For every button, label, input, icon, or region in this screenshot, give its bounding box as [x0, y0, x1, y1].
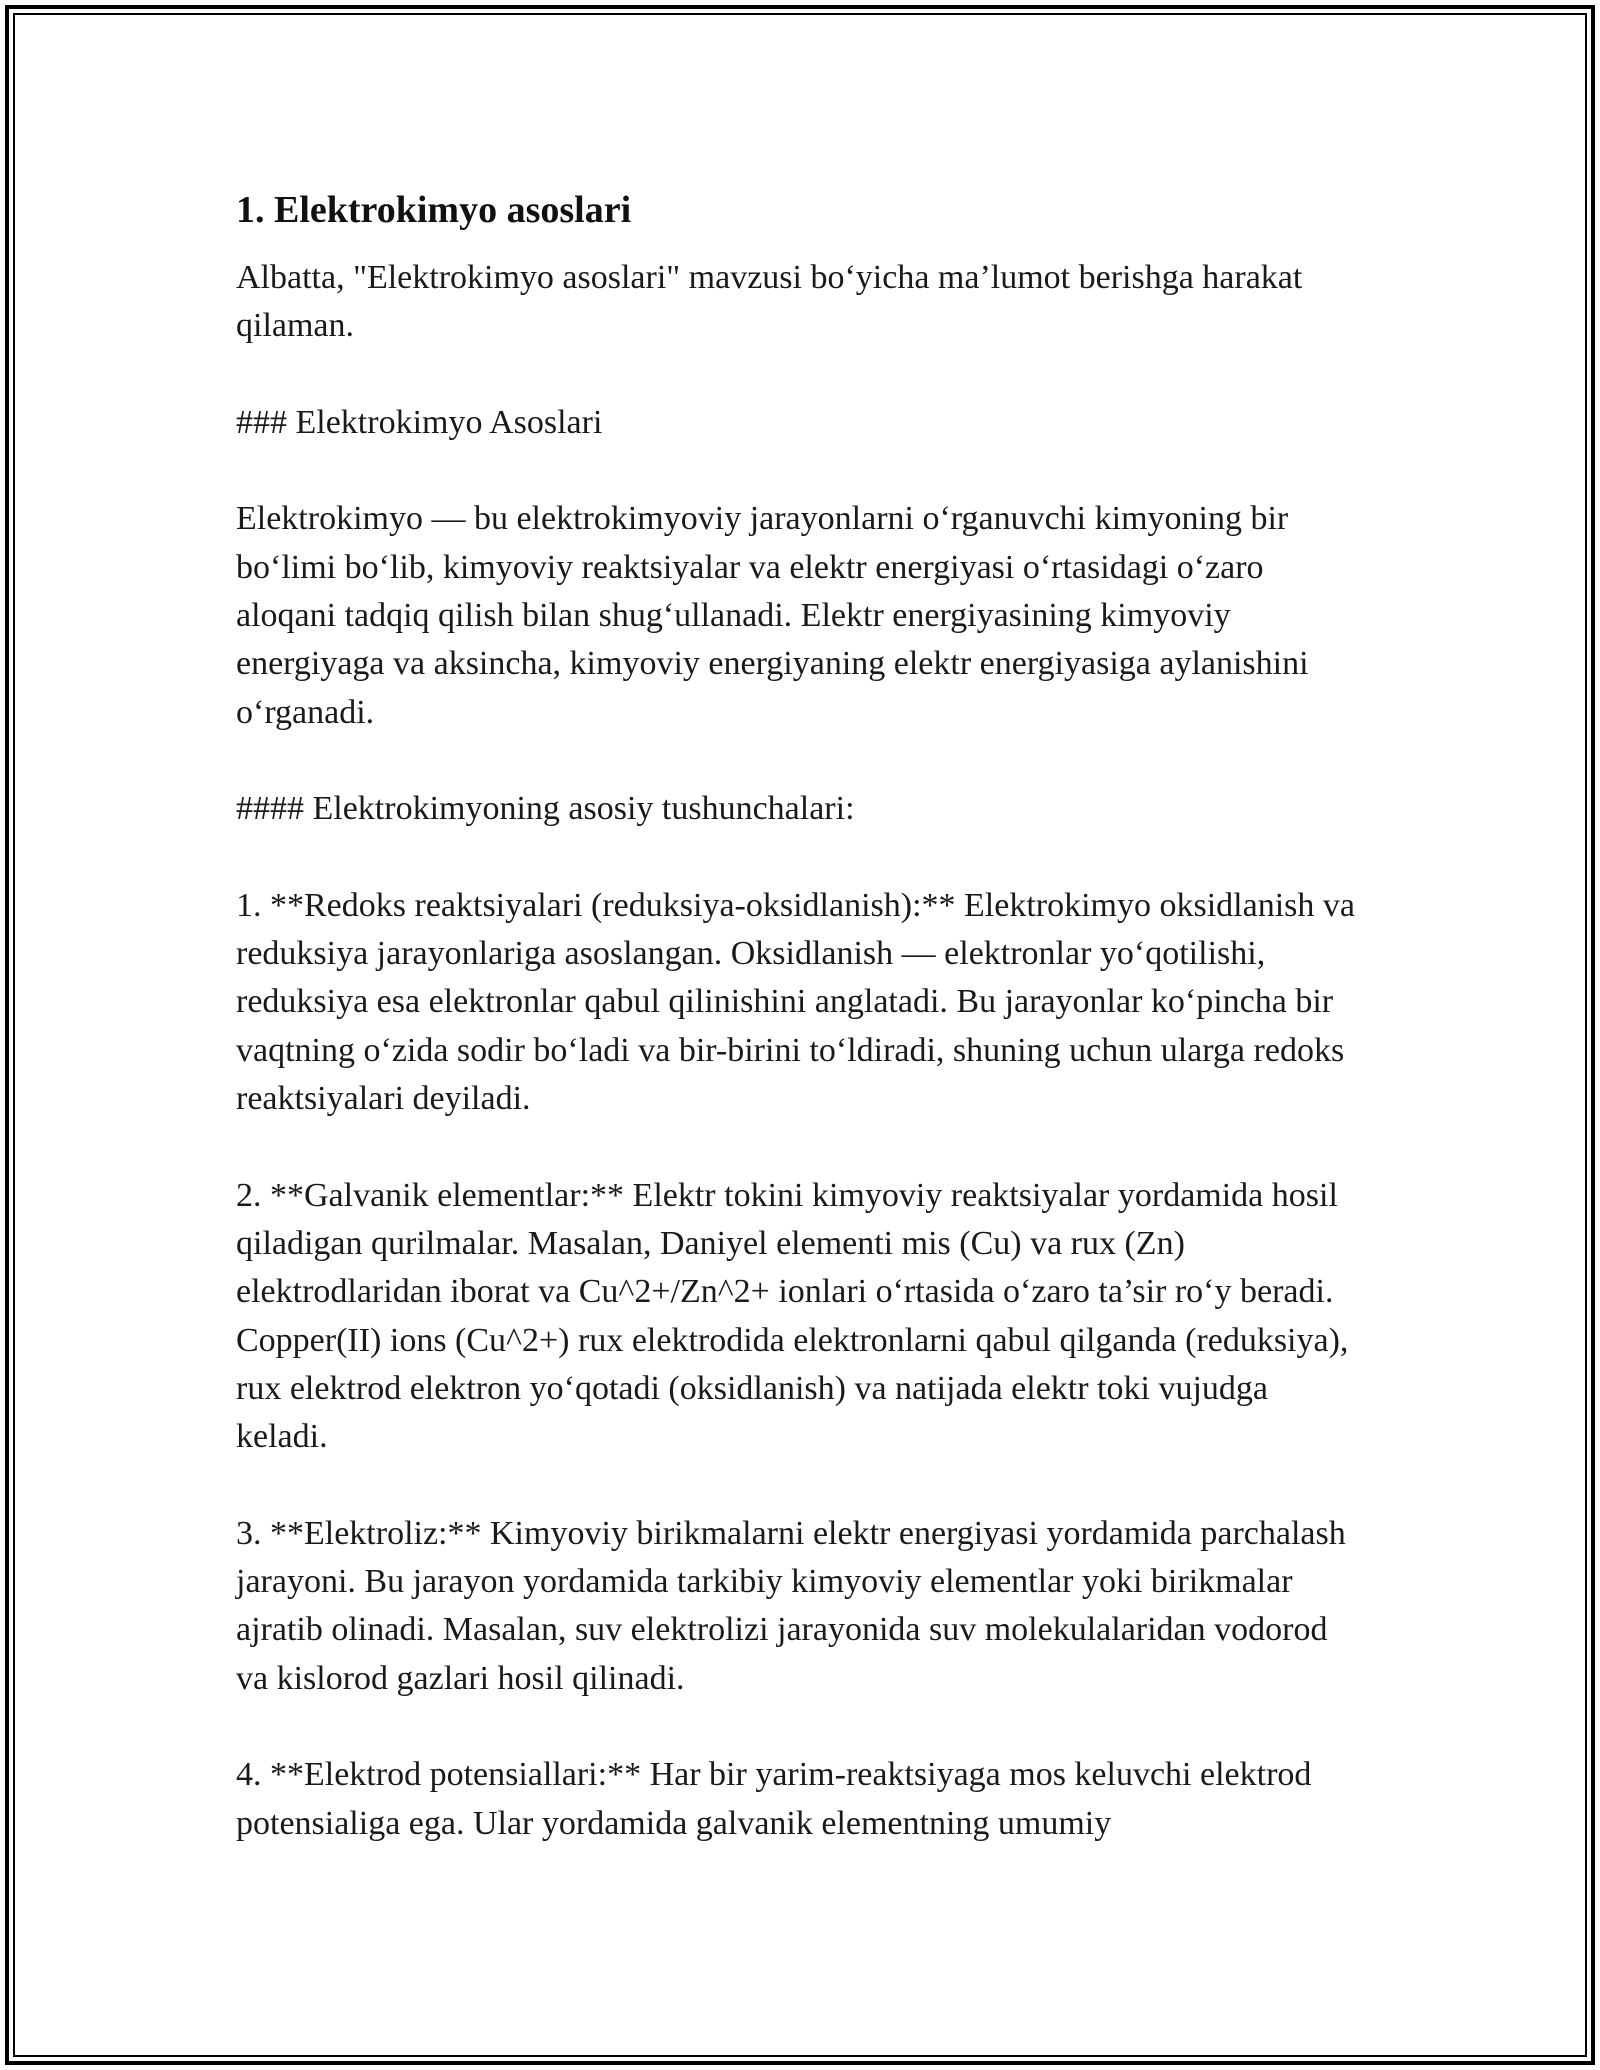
list-item-galvanik: 2. **Galvanik elementlar:** Elektr tokini kimyoviy reaktsiyalar yordamida hosil qiladigan qurilmalar. Masalan, Daniyel elementi mis (Cu) va rux (Zn) elektrodlaridan iborat va Cu^2+/Zn^2+ ionlari o‘rtasida o‘zaro ta’sir ro‘y beradi. Copper(II) ions (Cu^2+) rux elektrodida elektronlarni qabul qilganda (reduksiya), rux elektrod elektron yo‘qotadi (oksidlanish) va natijada elektr toki vujudga keladi.: [236, 1176, 1349, 1456]
list-item-elektroliz: 3. **Elektroliz:** Kimyoviy birikmalarni elektr energiyasi yordamida parchalash jarayoni. Bu jarayon yordamida tarkibiy kimyoviy elementlar yoki birikmalar ajratib olinadi. Masalan, suv elektrolizi jarayonida suv molekulalaridan vodorod va kislorod gazlari hosil qilinadi.: [236, 1514, 1346, 1697]
section-heading-paragraph: ### Elektrokimyo Asoslari: [236, 403, 603, 441]
intro-paragraph: Albatta, "Elektrokimyo asoslari" mavzusi bo‘yicha ma’lumot berishga harakat qilaman.: [236, 259, 1303, 345]
document-title: 1. Elektrokimyo asoslari: [236, 189, 632, 231]
list-item-potensiallar: 4. **Elektrod potensiallari:** Har bir yarim-reaktsiyaga mos keluvchi elektrod potensialiga ega. Ular yordamida galvanik elementning umumiy: [236, 1756, 1312, 1842]
document-body: [236, 186, 1366, 1848]
definition-paragraph: Elektrokimyo — bu elektrokimyoviy jarayonlarni o‘rganuvchi kimyoning bir bo‘limi bo‘lib, kimyoviy reaktsiyalar va elektr energiyasi o‘rtasidagi o‘zaro aloqani tadqiq qilish bilan shug‘ullanadi. Elektr energiyasining kimyoviy energiyaga va aksincha, kimyoviy energiyaning elektr energiyasiga aylanishini o‘rganadi.: [236, 500, 1309, 731]
subsection-heading-paragraph: #### Elektrokimyoning asosiy tushunchalari:: [236, 790, 855, 828]
list-item-redoks: 1. **Redoks reaktsiyalari (reduksiya-oksidlanish):** Elektrokimyo oksidlanish va reduksiya jarayonlariga asoslangan. Oksidlanish — elektronlar yo‘qotilishi, reduksiya esa elektronlar qabul qilinishini anglatadi. Bu jarayonlar ko‘pincha bir vaqtning o‘zida sodir bo‘ladi va bir-birini to‘ldiradi, shuning uchun ularga redoks reaktsiyalari deyiladi.: [236, 886, 1355, 1118]
